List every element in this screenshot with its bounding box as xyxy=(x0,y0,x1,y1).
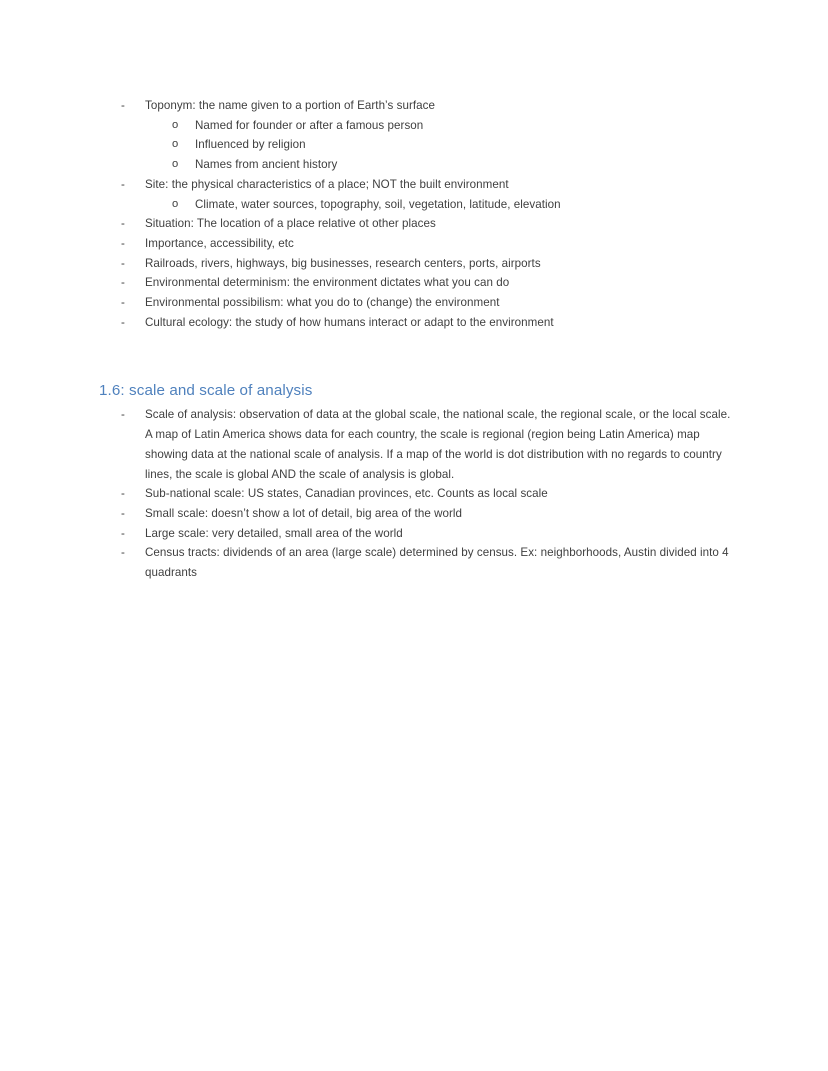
list-item-text: Large scale: very detailed, small area of the world xyxy=(145,526,403,540)
list-item-text: Sub-national scale: US states, Canadian provinces, etc. Counts as local scale xyxy=(145,487,548,501)
list-item xyxy=(99,254,731,274)
list-item-text: Named for founder or after a famous person xyxy=(195,118,424,132)
dash-bullet-icon: - xyxy=(121,546,125,560)
dash-bullet-icon: - xyxy=(121,276,125,290)
dash-bullet-icon: - xyxy=(121,177,125,191)
circle-bullet-icon: o xyxy=(172,158,179,171)
dash-bullet-icon: - xyxy=(121,506,125,520)
list-item-text: Site: the physical characteristics of a place; NOT the built environment xyxy=(145,177,509,191)
list-item-text: Toponym: the name given to a portion of Earth’s surface xyxy=(145,99,435,112)
circle-bullet-icon: o xyxy=(172,197,179,210)
list-item xyxy=(99,313,731,333)
dash-bullet-icon: - xyxy=(121,487,125,501)
dash-bullet-icon: - xyxy=(121,315,125,329)
list-item xyxy=(99,273,731,293)
dash-bullet-icon: - xyxy=(121,256,125,270)
list-item-text: Influenced by religion xyxy=(195,138,306,152)
dash-bullet-icon: - xyxy=(121,526,125,540)
list-item xyxy=(99,543,731,582)
list-item-text: Small scale: doesn’t show a lot of detail, big area of the world xyxy=(145,506,463,520)
dash-bullet-icon: - xyxy=(121,99,125,112)
list-item xyxy=(99,214,731,234)
list-item xyxy=(99,135,731,155)
notes-section-2 xyxy=(99,405,731,582)
list-item xyxy=(99,234,731,254)
dash-bullet-icon: - xyxy=(121,217,125,231)
list-item-text: Environmental possibilism: what you do to (change) the environment xyxy=(145,296,500,310)
dash-bullet-icon: - xyxy=(121,408,125,422)
list-item xyxy=(99,175,731,195)
circle-bullet-icon: o xyxy=(172,118,179,131)
list-item xyxy=(99,116,731,136)
dash-bullet-icon: - xyxy=(121,296,125,310)
list-item xyxy=(99,405,731,484)
list-item-text: Census tracts: dividends of an area (large scale) determined by census. Ex: neighborhoods, Austin divided into 4 quadrants xyxy=(145,546,729,580)
list-item-text: Situation: The location of a place relative ot other places xyxy=(145,217,436,231)
list-item xyxy=(99,155,731,175)
list-item-text: Scale of analysis: observation of data at the global scale, the national scale, the regional scale, or the local scale. A map of Latin America shows data for each country, the scale is regional (region being Latin America) map showing data at the national scale of analysis. If a map of the world is dot distribution with no regards to country lines, the scale is global AND the scale of analysis is global. xyxy=(145,408,731,481)
list-item-text: Cultural ecology: the study of how humans interact or adapt to the environment xyxy=(145,315,554,329)
list-item xyxy=(99,195,731,215)
circle-bullet-icon: o xyxy=(172,138,179,151)
list-item-text: Railroads, rivers, highways, big businesses, research centers, ports, airports xyxy=(145,256,541,270)
document-content xyxy=(99,96,731,583)
list-item-text: Environmental determinism: the environment dictates what you can do xyxy=(145,276,510,290)
notes-section-1 xyxy=(99,96,731,332)
section-heading: 1.6: scale and scale of analysis xyxy=(99,382,313,400)
dash-bullet-icon: - xyxy=(121,236,125,250)
list-item xyxy=(99,96,731,116)
list-item xyxy=(99,524,731,544)
list-item-text: Climate, water sources, topography, soil, vegetation, latitude, elevation xyxy=(195,197,561,211)
section-spacer xyxy=(99,332,731,381)
list-item xyxy=(99,484,731,504)
list-item-text: Importance, accessibility, etc xyxy=(145,236,294,250)
list-item-text: Names from ancient history xyxy=(195,158,338,172)
list-item xyxy=(99,504,731,524)
list-item xyxy=(99,293,731,313)
